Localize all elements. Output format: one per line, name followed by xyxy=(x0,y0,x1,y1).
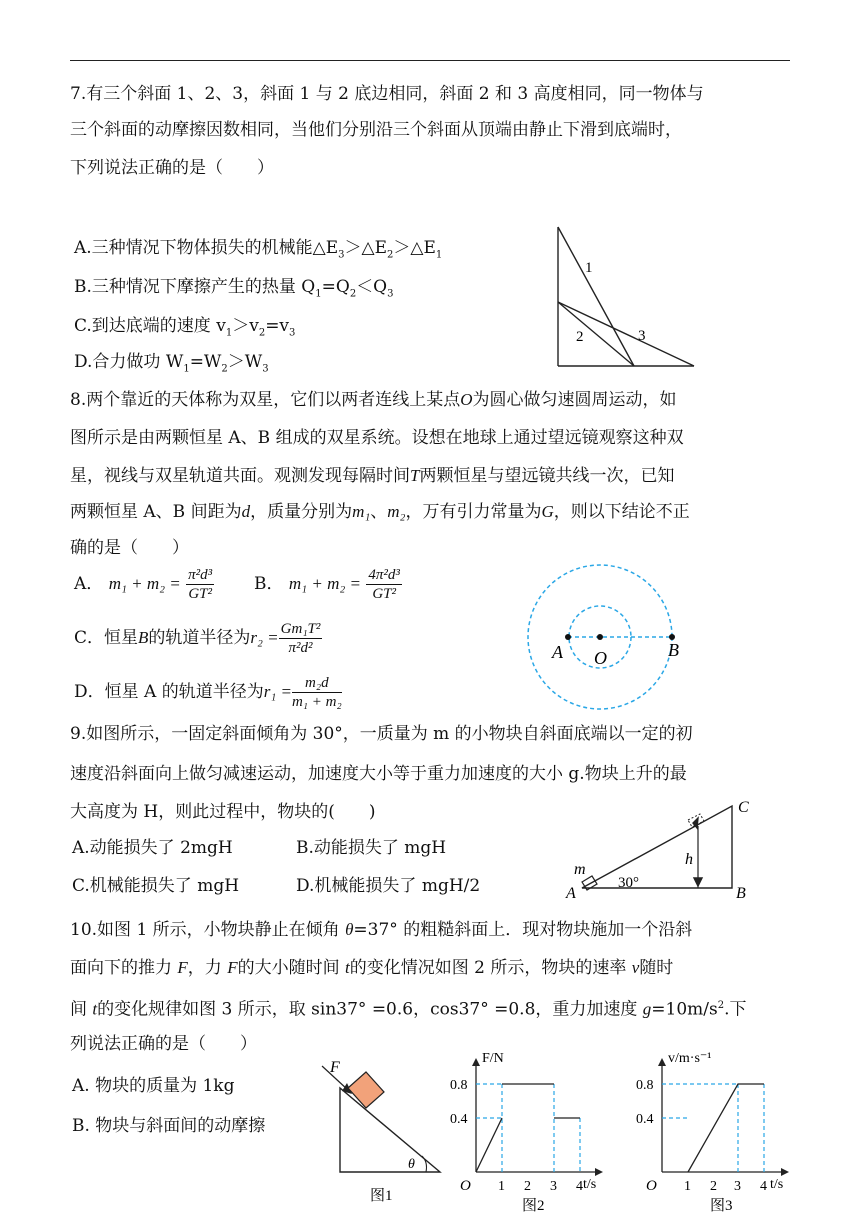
q8-line3: 星，视线与双星轨道共面。观测发现每隔时间T两颗恒星与望远镜共线一次，已知 xyxy=(70,466,675,486)
fig3-xtick-4: 4 xyxy=(760,1179,767,1194)
point-c-label: C xyxy=(738,799,749,816)
center-o-label: O xyxy=(594,648,607,668)
star-b-label: B xyxy=(668,640,679,660)
fig2-xtick-4: 4 xyxy=(576,1179,583,1194)
q8-option-b: B． m₁ + m₂ = $\frac{\text{4π²d³}}{\text{GT²}}$ xyxy=(254,567,400,602)
fig3-xtick-1: 1 xyxy=(684,1179,691,1194)
q9-line2: 速度沿斜面向上做匀减速运动，加速度大小等于重力加速度的大小 g.物块上升的最 xyxy=(70,764,687,784)
fig2-caption: 图2 xyxy=(522,1198,545,1214)
theta-label: θ xyxy=(408,1157,415,1172)
q10-line3: 间 t的变化规律如图 3 所示，取 sin37° =0.6，cos37° =0.8，重力加速度 $g=10m/s^2$.下 xyxy=(70,999,747,1020)
q7-line2: 三个斜面的动摩擦因数相同，当他们分别沿三个斜面从顶端由静止下滑到底端时， xyxy=(70,120,682,140)
velocity-line xyxy=(688,1084,764,1172)
fig3-y-axis-label: v/m·s⁻¹ xyxy=(668,1051,712,1066)
q8-line1: 8.两个靠近的天体称为双星，它们以两者连线上某点O为圆心做匀速圆周运动，如 xyxy=(70,390,677,410)
q8-binary-star-figure xyxy=(520,560,720,720)
fig3-ytick-08: 0.8 xyxy=(636,1078,654,1093)
star-a-label: A xyxy=(552,642,563,662)
fig3-xtick-3: 3 xyxy=(734,1179,741,1194)
fig2-ytick-08: 0.8 xyxy=(450,1078,468,1093)
center-o-dot xyxy=(597,634,603,640)
fig2-xtick-3: 3 xyxy=(550,1179,557,1194)
q8-option-c: C．恒星B的轨道半径为r₂ = $\frac{\text{Gm₁T²}}{\text{π²d²}}$ xyxy=(74,621,321,656)
q7-option-c: C.到达底端的速度 $v_1>v_2=v_3$ xyxy=(74,316,296,339)
incline-2-label: 2 xyxy=(576,329,584,345)
angle-30-label: 30° xyxy=(618,875,639,891)
fig3-caption: 图3 xyxy=(710,1198,733,1214)
fig2-x-axis-label: t/s xyxy=(583,1177,597,1192)
force-ramp-segment xyxy=(476,1118,502,1172)
point-a-label: A xyxy=(566,885,576,902)
incline-3-label: 3 xyxy=(638,328,646,344)
point-b-label: B xyxy=(736,885,746,902)
q8-line5: 确的是（ ） xyxy=(70,538,189,558)
fig2-xtick-2: 2 xyxy=(524,1179,531,1194)
q10-option-b: B. 物块与斜面间的动摩擦 xyxy=(72,1116,266,1136)
q7-option-a: A.三种情况下物体损失的机械能$\triangle E_3>\triangle E_2>\triangle E_1$ xyxy=(74,238,443,261)
q7-option-d: D.合力做功 $W_1=W_2>W_3$ xyxy=(74,352,269,375)
incline-1-label: 1 xyxy=(585,260,593,276)
fig3-origin-label: O xyxy=(646,1178,657,1194)
q9-option-d: D.机械能损失了 mgH/2 xyxy=(296,876,481,896)
q9-option-c: C.机械能损失了 mgH xyxy=(72,876,240,896)
height-h-label: h xyxy=(685,851,693,868)
q7-line1: 7.有三个斜面 1、2、3，斜面 1 与 2 底边相同，斜面 2 和 3 高度相同，同一物体与 xyxy=(70,84,704,104)
q9-option-b: B.动能损失了 mgH xyxy=(296,838,447,858)
q10-figure-1 xyxy=(318,1050,448,1214)
q10-line2: 面向下的推力 F，力 F的大小随时间 t的变化情况如图 2 所示，物块的速率 v随时 xyxy=(70,958,674,978)
fig2-y-axis-label: F/N xyxy=(482,1051,504,1066)
q10-line4: 列说法正确的是（ ） xyxy=(70,1034,257,1054)
q7-inclines-figure xyxy=(548,222,708,372)
star-a-dot xyxy=(565,634,571,640)
fig2-origin-label: O xyxy=(460,1178,471,1194)
fig2-ytick-04: 0.4 xyxy=(450,1112,468,1127)
q8-option-a: A． m₁ + m₂ = $\frac{\text{π²d³}}{\text{GT²}}$ xyxy=(74,567,213,602)
q9-line1: 9.如图所示，一固定斜面倾角为 30°，一质量为 m 的小物块自斜面底端以一定的初 xyxy=(70,724,693,744)
block xyxy=(348,1072,384,1108)
q7-option-b: B.三种情况下摩擦产生的热量 $Q_1=Q_2<Q_3$ xyxy=(74,277,394,300)
q7-line3: 下列说法正确的是（ ） xyxy=(70,158,274,178)
q9-line3: 大高度为 H，则此过程中，物块的( ) xyxy=(70,802,376,822)
fig3-ytick-04: 0.4 xyxy=(636,1112,654,1127)
q10-figure-3 xyxy=(634,1050,800,1214)
fig3-xtick-2: 2 xyxy=(710,1179,717,1194)
fig2-xtick-1: 1 xyxy=(498,1179,505,1194)
q9-option-a: A.动能损失了 2mgH xyxy=(72,838,233,858)
q10-line1: 10.如图 1 所示，小物块静止在倾角 θ=37° 的粗糙斜面上．现对物块施加一个沿斜 xyxy=(70,920,693,940)
q10-figure-2 xyxy=(448,1050,608,1214)
q10-option-a: A. 物块的质量为 1kg xyxy=(72,1076,235,1096)
fig3-x-axis-label: t/s xyxy=(770,1177,784,1192)
q9-incline-figure xyxy=(560,798,780,908)
q8-line2: 图所示是由两颗恒星 A、B 组成的双星系统。设想在地球上通过望远镜观察这种双 xyxy=(70,428,684,448)
q8-option-d: D．恒星 A 的轨道半径为r₁ = $\frac{\text{m₂d}}{\text{m₁ + m₂}}$ xyxy=(74,675,342,710)
mass-m-label: m xyxy=(574,861,586,878)
q8-line4: 两颗恒星 A、B 间距为d，质量分别为m₁、m₂，万有引力常量为G，则以下结论不正 xyxy=(70,502,690,522)
header-rule xyxy=(70,60,790,61)
force-f-label: F xyxy=(330,1059,340,1076)
fig1-caption: 图1 xyxy=(370,1188,393,1204)
